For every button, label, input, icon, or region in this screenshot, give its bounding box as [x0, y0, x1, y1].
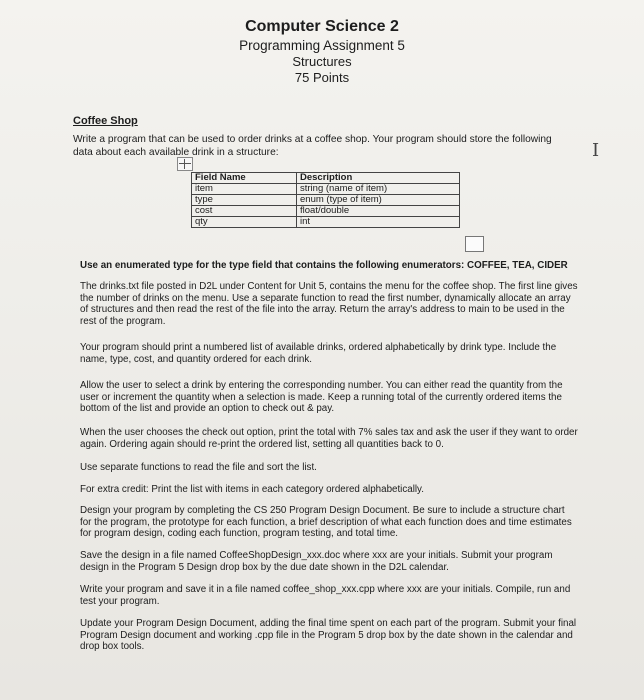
table-cell: int: [297, 217, 460, 228]
paragraph-save-design: Save the design in a file named CoffeeShopDesign_xxx.doc where xxx are your initials. Submit your program design in the Program 5 Design drop box by the due date shown in the D2L calendar.: [80, 550, 553, 573]
table-cell: item: [192, 184, 297, 195]
table-cell: float/double: [297, 206, 460, 217]
table-cell: type: [192, 195, 297, 206]
field-table: [191, 172, 460, 228]
table-cell: qty: [192, 217, 297, 228]
page-points: 75 Points: [294, 70, 350, 85]
table-cell: string (name of item): [297, 184, 460, 195]
table-row: [192, 217, 460, 228]
paragraph-checkout: When the user chooses the check out option, print the total with 7% sales tax and ask the user if they want to order again. Ordering again should re-print the ordered list, setting all quantities back to 0.: [80, 427, 578, 450]
table-header-cell: Field Name: [192, 173, 297, 184]
intro-paragraph: Write a program that can be used to order drinks at a coffee shop. Your program should store the following data about each available drink in a structure:: [73, 134, 552, 158]
paragraph-update-design: Update your Program Design Document, adding the final time spent on each part of the program. Submit your final Program Design document and working .cpp file in the Program 5 drop box by the date shown in the calendar and drop box tools.: [80, 618, 577, 653]
paragraph-write-program: Write your program and save it in a file named coffee_shop_xxx.cpp where xxx are your initials. Compile, run and test your program.: [80, 584, 571, 607]
page-subtitle: Programming Assignment 5: [239, 38, 405, 53]
paragraph-file: The drinks.txt file posted in D2L under Content for Unit 5, contains the menu for the coffee shop. The first line gives the number of drinks on the menu. Use a separate function to read the first number, dynamically allocate an array of structures and then read the rest of the file into the array. Return the array's address to main to be used in the rest of the program.: [80, 281, 578, 327]
table-cell: cost: [192, 206, 297, 217]
table-cell: enum (type of item): [297, 195, 460, 206]
checkbox[interactable]: [465, 236, 484, 252]
table-header-cell: Description: [297, 173, 460, 184]
paragraph-enum: Use an enumerated type for the type field that contains the following enumerators: COFFEE, TEA, CIDER: [80, 260, 568, 271]
paragraph-extra-credit: For extra credit: Print the list with items in each category ordered alphabetically.: [80, 484, 424, 495]
move-handle-icon[interactable]: [177, 157, 193, 171]
table-row: [192, 195, 460, 206]
paragraph-design: Design your program by completing the CS 250 Program Design Document. Be sure to include a structure chart for the program, the prototype for each function, a brief description of what each function does and time estimates for program design, coding each function, program testing, and total time.: [80, 505, 572, 540]
text-cursor-icon: I: [592, 140, 600, 161]
section-title: Coffee Shop: [73, 115, 138, 127]
table-row: [192, 206, 460, 217]
page-title: Computer Science 2: [245, 18, 399, 35]
page-topic: Structures: [292, 54, 352, 69]
paragraph-functions: Use separate functions to read the file and sort the list.: [80, 462, 317, 473]
paragraph-select: Allow the user to select a drink by entering the corresponding number. You can either read the quantity from the user or increment the quantity when a selection is made. Keep a running total of the currently ordered items the bottom of the list and provide an option to check out & pay.: [80, 380, 563, 415]
paragraph-print: Your program should print a numbered list of available drinks, ordered alphabetically by drink type. Include the name, type, cost, and quantity ordered for each drink.: [80, 342, 557, 365]
table-header-row: [192, 173, 460, 184]
table-row: [192, 184, 460, 195]
